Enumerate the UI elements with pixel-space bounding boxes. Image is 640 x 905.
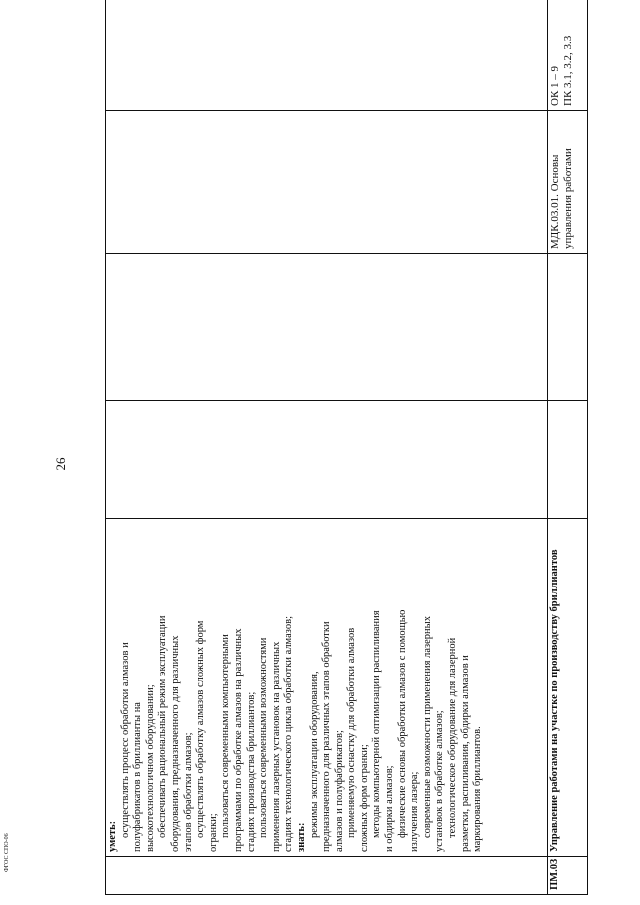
znat-line: и обдирки алмазов; — [384, 765, 396, 852]
umet-line: стадиях технологического цикла обработки алмазов; — [283, 615, 295, 852]
umet-line: полуфабрикатов в бриллианты на — [132, 702, 144, 852]
code-cell-empty — [106, 857, 548, 895]
umet-line: огранки; — [207, 813, 219, 852]
znat-line: методы компьютерной оптимизации распиливания — [371, 610, 383, 838]
empty-cell — [106, 111, 548, 254]
module-code: ПМ.03 — [548, 857, 588, 895]
umet-heading: уметь: — [107, 820, 118, 852]
znat-line: физические основы обработки алмазов с помощью — [396, 609, 408, 838]
module-title: Управление работами на участке по производству бриллиантов — [548, 519, 588, 857]
empty-cell — [106, 254, 548, 401]
empty-cell — [548, 254, 588, 401]
skills-cell — [106, 519, 548, 857]
umet-line: пользоваться современными компьютерными — [220, 634, 232, 838]
znat-line: технологическое оборудование для лазерной — [447, 637, 459, 838]
umet-line: программами по обработке алмазов на различных — [232, 628, 244, 852]
znat-line: излучения лазера; — [409, 771, 421, 852]
table-row-skills — [106, 0, 548, 895]
curriculum-table — [105, 0, 588, 895]
umet-line: обеспечивать рациональный режим эксплуатации — [157, 615, 169, 838]
competencies-cell — [548, 0, 588, 111]
empty-cell — [548, 401, 588, 519]
umet-line: осуществлять процесс обработки алмазов и — [119, 642, 131, 838]
ok-competencies: ОК 1 – 9 — [549, 65, 561, 106]
rotated-table-wrapper — [105, 0, 587, 895]
znat-line: установок в обработке алмазов; — [434, 710, 446, 852]
footer-label: ФГОС СПО-06 — [4, 833, 10, 872]
umet-line: пользоваться современными возможностями — [258, 637, 270, 838]
umet-line: стадиях производства бриллиантов; — [245, 691, 257, 852]
umet-line: применения лазерных установок на различных — [270, 641, 282, 852]
znat-line: разметки, распиливания, обдирки алмазов и — [459, 655, 471, 852]
znat-heading: знать: — [295, 822, 307, 852]
znat-line: предназначенного для различных этапов обработки — [321, 621, 333, 852]
umet-line: осуществлять обработку алмазов сложных форм — [195, 620, 207, 838]
empty-cell — [106, 0, 548, 111]
mdk-cell: МДК.03.01. Основы управления работами — [548, 111, 588, 254]
znat-line: современные возможности применения лазерных — [421, 616, 433, 838]
znat-line: маркирования бриллиантов. — [472, 726, 484, 852]
znat-line: применяемую оснастку для обработки алмазов — [346, 627, 358, 838]
umet-line: оборудования, предназначенного для различных — [169, 635, 181, 852]
znat-line: сложных форм огранки; — [358, 744, 370, 852]
znat-line: режимы эксплуатации оборудования, — [308, 671, 320, 838]
pk-competencies: ПК 3.1, 3.2, 3.3 — [562, 35, 575, 106]
znat-line: алмазов и полуфабрикатов; — [333, 730, 345, 852]
table-row-module — [548, 0, 588, 895]
umet-line: высокотехнологичном оборудовании; — [144, 684, 156, 852]
empty-cell — [106, 401, 548, 519]
umet-line: этапов обработки алмазов; — [182, 732, 194, 852]
page-number: 26 — [53, 457, 68, 471]
